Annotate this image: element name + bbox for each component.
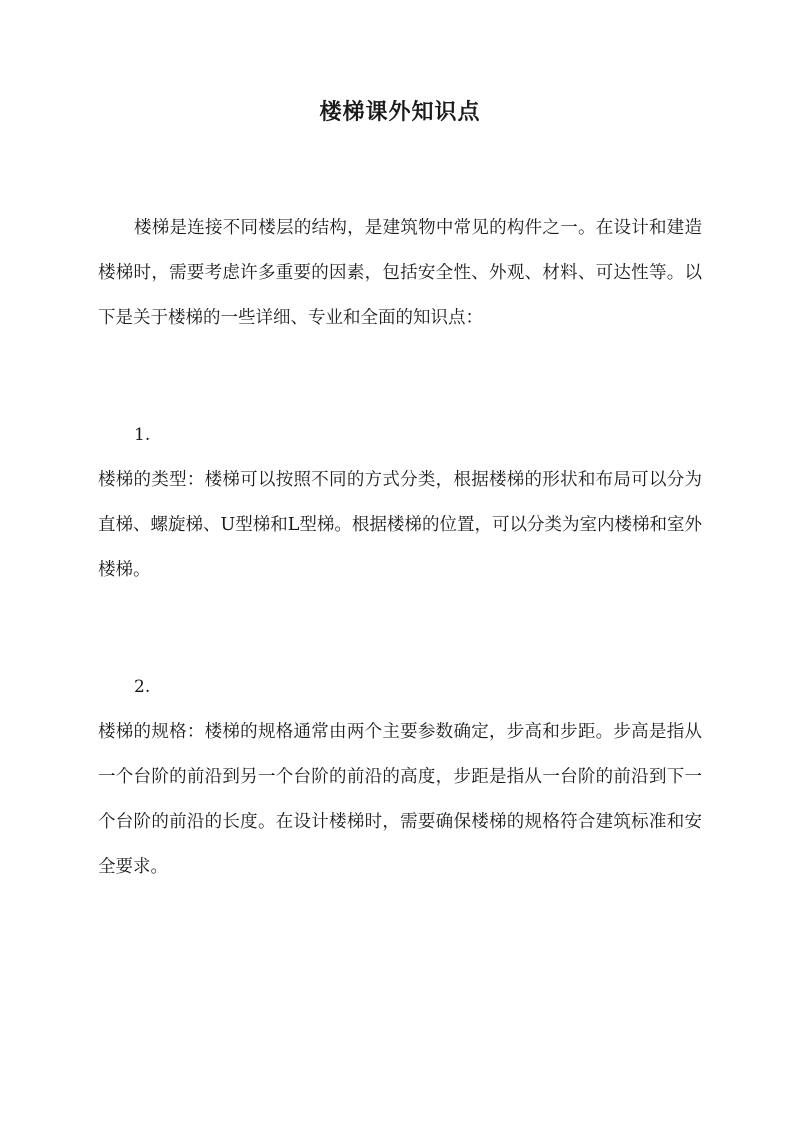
section-paragraph: 楼梯的规格：楼梯的规格通常由两个主要参数确定，步高和步距。步高是指从一个台阶的前沿到另一个台阶的前沿的高度，步距是指从一台阶的前沿到下一个台阶的前沿的长度。在设计楼梯时，需要确保楼梯的规格符合建筑标准和安全要求。 <box>98 722 702 877</box>
section-number: 1. <box>134 425 151 445</box>
section-number: 2. <box>134 677 151 697</box>
intro-paragraph: 楼梯是连接不同楼层的结构，是建筑物中常见的构件之一。在设计和建造楼梯时，需要考虑许多重要的因素，包括安全性、外观、材料、可达性等。以下是关于楼梯的一些详细、专业和全面的知识点： <box>98 218 702 328</box>
section-paragraph: 楼梯的类型：楼梯可以按照不同的方式分类，根据楼梯的形状和布局可以分为直梯、螺旋梯、U型梯和L型梯。根据楼梯的位置，可以分类为室内楼梯和室外楼梯。 <box>98 470 702 580</box>
document-title: 楼梯课外知识点 <box>319 99 481 125</box>
